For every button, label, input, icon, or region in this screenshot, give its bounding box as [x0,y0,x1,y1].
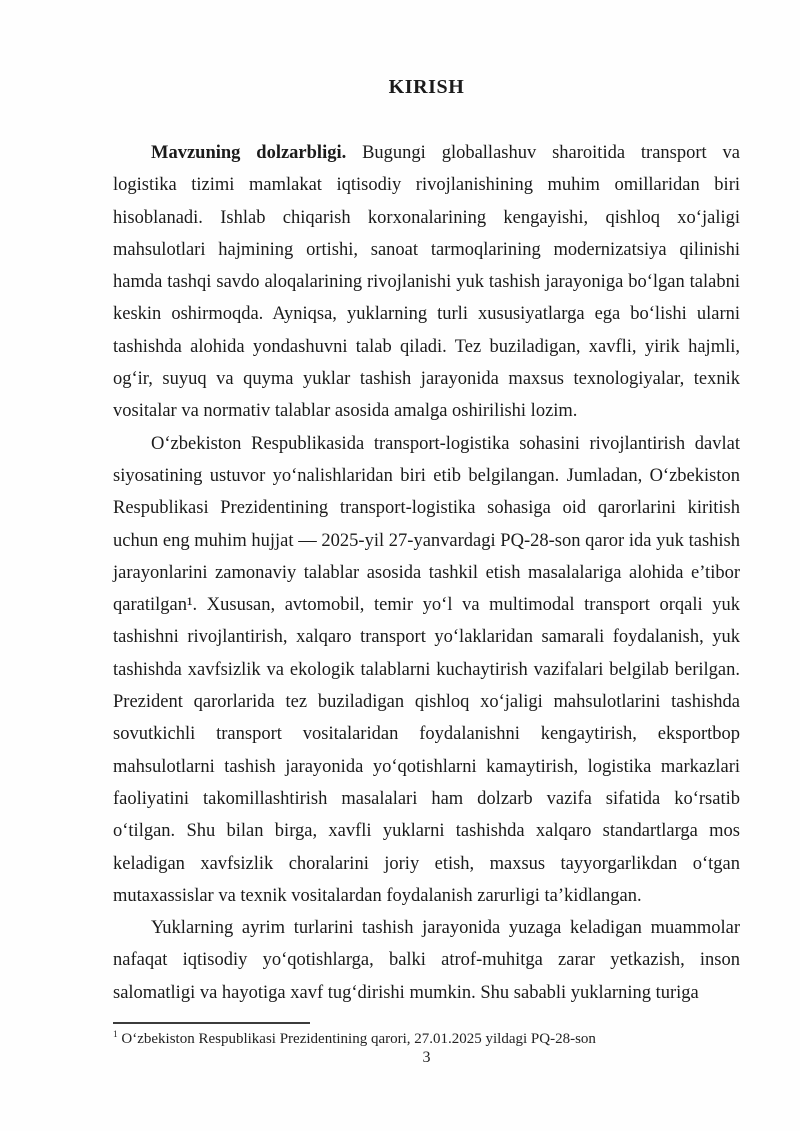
paragraph-1-line-1: Mavzuning dolzarbligi. Bugungi globallashuv sharoitida transport va [151,143,740,163]
paragraph-1-line-9: vositalar va normativ talablar asosida amalga oshirilishi lozim. [113,401,578,422]
paragraph-2-line-6: qaratilgan¹. Xususan, avtomobil, temir yo‘l va multimodal transport orqali yuk [113,595,740,616]
footnote-marker: 1 [113,1030,118,1040]
paragraph-3-line-2: nafaqat iqtisodiy yo‘qotishlarga, balki atrof-muhitga zarar yetkazish, inson [113,950,740,971]
paragraph-2-line-8: tashishda xavfsizlik va ekologik talablarni kuchaytirish vazifalari belgilab berilgan. [113,659,740,680]
paragraphs [113,137,740,1009]
footnote-separator [113,1022,310,1024]
paragraph-2-line-1: O‘zbekiston Respublikasida transport-logistika sohasini rivojlantirish davlat [151,433,740,454]
paragraph-1-line-2: logistika tizimi mamlakat iqtisodiy rivojlanishining muhim omillaridan biri [113,175,740,196]
paragraph-1-line-4: mahsulotlari hajmining ortishi, sanoat tarmoqlarining modernizatsiya qilinishi [113,239,740,260]
paragraph-2-line-5: jarayonlarini zamonaviy talablar asosida tashkil etish masalalariga alohida e’tibor [113,562,740,583]
page-title: KIRISH [388,76,465,98]
paragraph-2-line-2: siyosatining ustuvor yo‘nalishlaridan biri etib belgilangan. Jumladan, O‘zbekiston [113,465,740,486]
paragraph-2-line-13: o‘tilgan. Shu bilan birga, xavfli yuklarni tashishda xalqaro standartlarga mos [113,821,740,842]
paragraph-3-line-3: salomatligi va hayotiga xavf tug‘dirishi mumkin. Shu sababli yuklarning turiga [113,982,699,1003]
paragraph-2-line-7: tashishni rivojlantirish, xalqaro transport yo‘laklaridan samarali foydalanish, yuk [113,627,740,648]
paragraph-1-line-3: hisoblanadi. Ishlab chiqarish korxonalarining kengayishi, qishloq xo‘jaligi [113,207,740,228]
footnote-text: O‘zbekiston Respublikasi Prezidentining qarori, 27.01.2025 yildagi PQ-28-son [121,1031,596,1047]
paragraph-2-line-3: Respublikasi Prezidentining transport-logistika sohasiga oid qarorlarini kiritish [113,498,740,519]
paragraph-2-line-12: faoliyatini takomillashtirish masalalari ham dolzarb vazifa sifatida ko‘rsatib [113,788,740,809]
page-number: 3 [422,1049,431,1066]
paragraph-2-line-15: mutaxassislar va texnik vositalardan foydalanish zarurligi ta’kidlangan. [113,885,642,906]
page-content [113,71,740,1009]
paragraph-2-line-14: keladigan xavfsizlik choralarini joriy etish, maxsus tayyorgarlikdan o‘tgan [113,853,740,874]
paragraph-3-line-1: Yuklarning ayrim turlarini tashish jarayonida yuzaga keladigan muammolar [151,918,740,939]
footnote [113,1030,740,1049]
paragraph-2-line-4: uchun eng muhim hujjat — 2025-yil 27-yanvardagi PQ-28-son qaror ida yuk tashish [113,530,740,551]
paragraph-2-line-10: sovutkichli transport vositalaridan foydalanishni kengaytirish, eksportbop [113,724,740,745]
paragraph-1-line-6: keskin oshirmoqda. Ayniqsa, yuklarning turli xususiyatlarga ega bo‘lishi ularni [113,304,740,325]
paragraph-2-line-9: Prezident qarorlarida tez buziladigan qishloq xo‘jaligi mahsulotlarini tashishda [113,692,740,713]
paragraph-1-line-7: tashishda alohida yondashuvni talab qiladi. Tez buziladigan, xavfli, yirik hajmli, [113,336,740,357]
paragraph-1-line-5: hamda tashqi savdo aloqalarining rivojlanishi yuk tashish jarayoniga bo‘lgan talabni [113,272,740,293]
paragraph-2-line-11: mahsulotlarni tashish jarayonida yo‘qotishlarni kamaytirish, logistika markazlari [113,756,740,777]
paragraph-1-line-8: og‘ir, suyuq va quyma yuklar tashish jarayonida maxsus texnologiyalar, texnik [113,369,740,390]
